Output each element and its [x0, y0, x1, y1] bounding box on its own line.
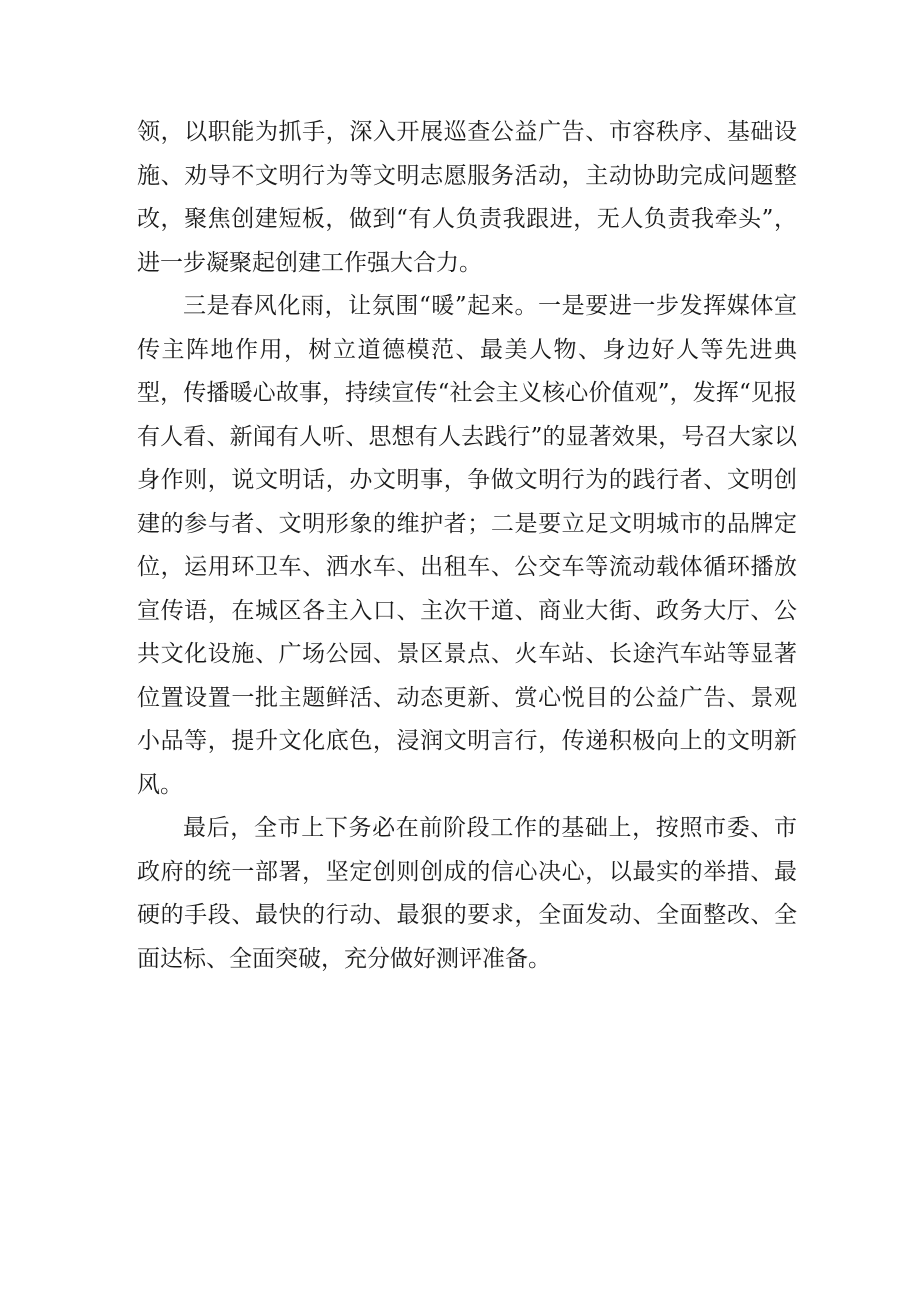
paragraph-continuation: 领，以职能为抓手，深入开展巡查公益广告、市容秩序、基础设施、劝导不文明行为等文明志愿服务活动，主动协助完成问题整改，聚焦创建短板，做到“有人负责我跟进，无人负责我牵头”，进一步凝聚起创建工作强大合力。: [137, 119, 797, 276]
document-body: [137, 111, 797, 981]
paragraph-conclusion: 最后，全市上下务必在前阶段工作的基础上，按照市委、市政府的统一部署，坚定创则创成的信心决心，以最实的举措、最硬的手段、最快的行动、最狠的要求，全面发动、全面整改、全面达标、全面突破，充分做好测评准备。: [137, 815, 797, 972]
paragraph-spring-breeze: 三是春风化雨，让氛围“暖”起来。一是要进一步发挥媒体宣传主阵地作用，树立道德模范、最美人物、身边好人等先进典型，传播暖心故事，持续宣传“社会主义核心价值观”，发挥“见报有人看、新闻有人听、思想有人去践行”的显著效果，号召大家以身作则，说文明话，办文明事，争做文明行为的践行者、文明创建的参与者、文明形象的维护者；二是要立足文明城市的品牌定位，运用环卫车、洒水车、出租车、公交车等流动载体循环播放宣传语，在城区各主入口、主次干道、商业大街、政务大厅、公共文化设施、广场公园、景区景点、火车站、长途汽车站等显著位置设置一批主题鲜活、动态更新、赏心悦目的公益广告、景观小品等，提升文化底色，浸润文明言行，传递积极向上的文明新风。: [137, 293, 797, 798]
